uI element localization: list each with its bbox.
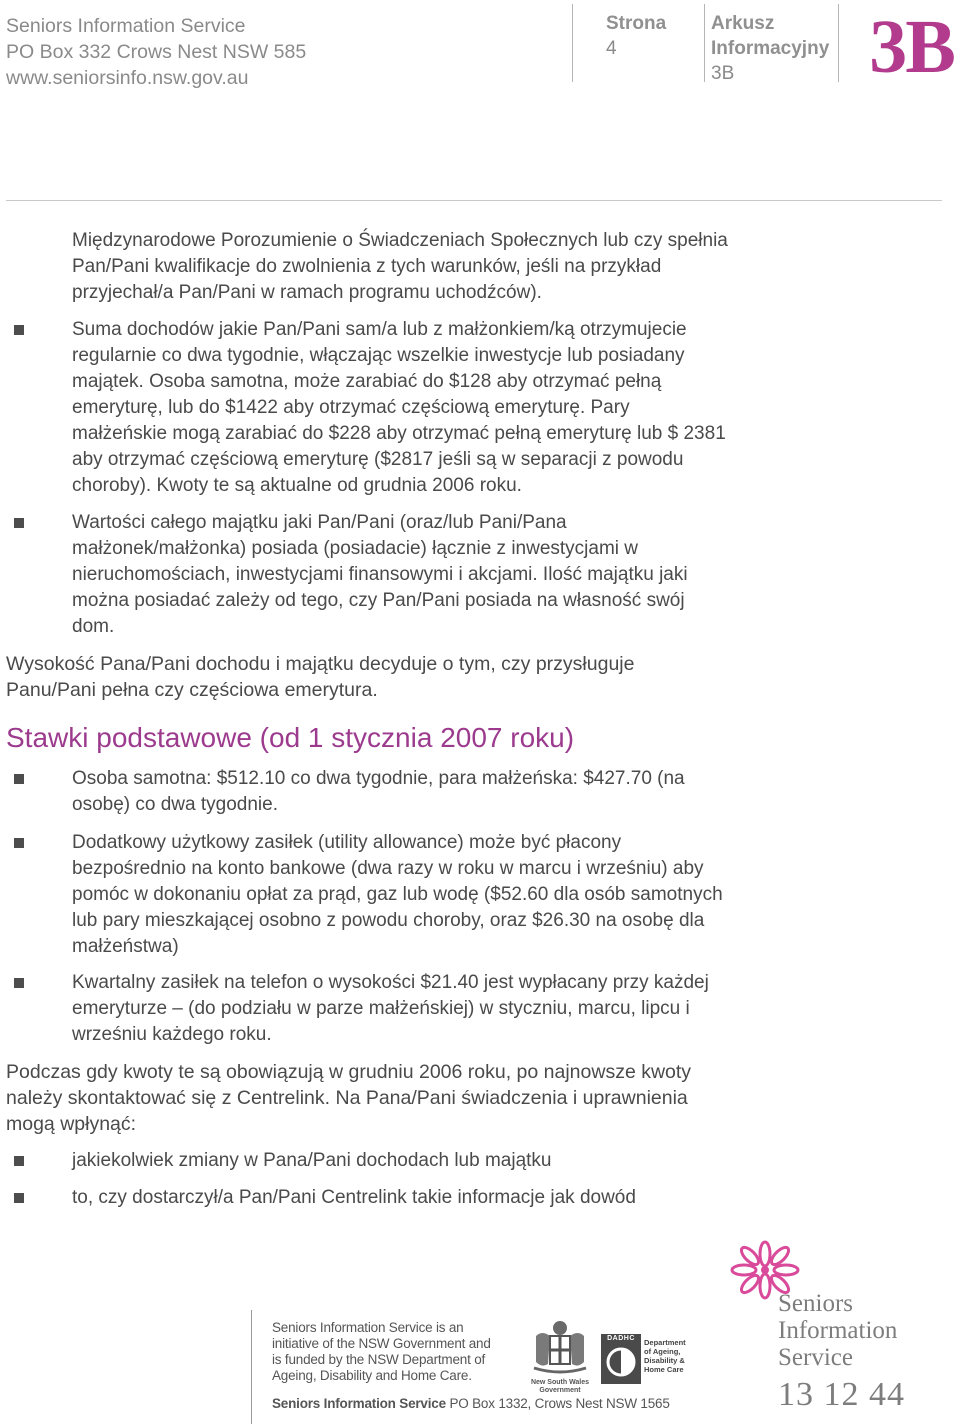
dadhc-name: [644, 1338, 686, 1374]
bullet-marker: [14, 774, 24, 784]
org-address: PO Box 332 Crows Nest NSW 585: [6, 41, 307, 63]
text-line: Ageing, Disability and Home Care.: [272, 1368, 472, 1383]
nsw-government-logo: [528, 1318, 592, 1392]
text-line: Kwartalny zasiłek na telefon o wysokości $21.40 jest wypłacany przy każdej: [72, 972, 709, 993]
org-website: www.seniorsinfo.nsw.gov.au: [6, 67, 249, 89]
text-line: bezpośrednio na konto bankowe (dwa razy w roku w marcu i wrześniu) aby: [72, 858, 704, 879]
bullet-marker: [14, 1193, 24, 1203]
text-line: jakiekolwiek zmiany w Pana/Pani dochodach lub majątku: [72, 1150, 552, 1171]
logo-line: Information: [778, 1317, 898, 1344]
text-line: Seniors Information Service is an: [272, 1320, 464, 1335]
org-name: Seniors Information Service: [6, 15, 246, 37]
text-line: of Ageing,: [644, 1347, 681, 1356]
text-line: wrześniu każdego roku.: [72, 1024, 272, 1045]
text-line: Department: [644, 1338, 686, 1347]
header-organization: [6, 13, 306, 91]
sheet-code: 3B: [711, 63, 735, 84]
text-line: to, czy dostarczył/a Pan/Pani Centrelink takie informacje jak dowód: [72, 1187, 636, 1208]
footer-address: [272, 1396, 712, 1412]
logo-line: Service: [778, 1344, 853, 1371]
bullet-marker: [14, 518, 24, 528]
text-line: małżonek/małżonka) posiada (posiadacie) łącznie z inwestycjami w: [72, 538, 639, 559]
list-item-assets: [72, 510, 942, 640]
text-line: dom.: [72, 616, 115, 637]
footer-address-detail: PO Box 1332, Crows Nest NSW 1565: [445, 1396, 670, 1411]
service-phone: 13 12 44: [778, 1376, 905, 1413]
text-line: Podczas gdy kwoty te są obowiązują w grudniu 2006 roku, po najnowsze kwoty: [6, 1061, 692, 1083]
header-divider: [838, 4, 839, 82]
header-rule: [6, 200, 942, 201]
text-line: regularnie co dwa tygodnie, włączając wszelkie inwestycje lub posiadany: [72, 345, 685, 366]
footer-address-org: Seniors Information Service: [272, 1396, 446, 1411]
footer-initiative: [272, 1320, 522, 1384]
text-line: Międzynarodowe Porozumienie o Świadczeniach Społecznych lub czy spełnia: [72, 230, 728, 251]
text-line: Pan/Pani kwalifikacje do zwolnienia z tych warunków, jeśli na przykład: [72, 256, 662, 277]
sheet-label-2: Informacyjny: [711, 38, 830, 59]
text-line: is funded by the NSW Department of: [272, 1352, 486, 1367]
text-line: Panu/Pani pełna czy częściowa emerytura.: [6, 679, 378, 701]
bullet-marker: [14, 1156, 24, 1166]
dadhc-circle-icon: [601, 1344, 641, 1380]
bullet-marker: [14, 978, 24, 988]
text-line: pomóc w dokonaniu opłat za prąd, gaz lub wodę ($52.60 dla osób samotnych: [72, 884, 723, 905]
text-line: aby otrzymać częściową emeryturę ($2817 jeśli są w separacji z powodu: [72, 449, 684, 470]
logo-line: Seniors: [778, 1290, 853, 1317]
page-label: Strona: [606, 13, 667, 34]
text-line: Suma dochodów jakie Pan/Pani sam/a lub z małżonkiem/ką otrzymujecie: [72, 319, 687, 340]
text-line: New South Wales: [530, 1379, 590, 1386]
text-line: majątek. Osoba samotna, może zarabiać do $128 aby otrzymać pełną: [72, 371, 662, 392]
intro-continuation: [72, 228, 932, 306]
bullet-marker: [14, 838, 24, 848]
list-item-basic-rate: [72, 766, 942, 818]
page-number: 4: [606, 38, 617, 59]
summary-paragraph: [6, 651, 936, 703]
text-line: emeryturze – (do podziału w parze małżeńskiej) w styczniu, marcu, lipcu i: [72, 998, 690, 1019]
text-line: można posiadać zależy od tego, czy Pan/Pani posiada na własność swój: [72, 590, 685, 611]
sheet-label: Arkusz: [711, 13, 775, 34]
text-line: initiative of the NSW Government and: [272, 1336, 491, 1351]
text-line: emeryturę, lub do $1422 aby otrzymać częściową emeryturę. Pary: [72, 397, 630, 418]
text-line: Home Care: [644, 1365, 684, 1374]
text-line: Disability &: [644, 1356, 685, 1365]
text-line: osobę) co dwa tygodnie.: [72, 794, 278, 815]
dadhc-logo: [601, 1334, 641, 1384]
service-logo-text: [778, 1290, 897, 1371]
list-item-changes: [72, 1148, 942, 1174]
section-heading: Stawki podstawowe (od 1 stycznia 2007 roku): [6, 722, 575, 753]
text-line: małżeńskie mogą zarabiać do $228 aby otrzymać pełną emeryturę lub $ 2381: [72, 423, 726, 444]
nsw-caption: [528, 1379, 592, 1395]
sheet-indicator: [711, 11, 829, 86]
sheet-badge: 3B: [869, 5, 954, 89]
footer-divider: [251, 1310, 252, 1424]
bullet-marker: [14, 325, 24, 335]
text-line: mogą wpłynąć:: [6, 1113, 137, 1135]
text-line: Wysokość Pana/Pani dochodu i majątku decyduje o tym, czy przysługuje: [6, 653, 635, 675]
nsw-crest-icon: [528, 1318, 592, 1374]
page-indicator: [606, 11, 666, 61]
text-line: Osoba samotna: $512.10 co dwa tygodnie, para małżeńska: $427.70 (na: [72, 768, 685, 789]
text-line: Wartości całego majątku jaki Pan/Pani (oraz/lub Pani/Pana: [72, 512, 567, 533]
text-line: należy skontaktować się z Centrelink. Na Pana/Pani świadczenia i uprawnienia: [6, 1087, 688, 1109]
closing-paragraph: [6, 1059, 936, 1137]
text-line: Dodatkowy użytkowy zasiłek (utility allowance) może być płacony: [72, 832, 622, 853]
text-line: nieruchomościach, inwestycjami finansowymi i akcjami. Ilość majątku jaki: [72, 564, 688, 585]
list-item-utility-allowance: [72, 830, 942, 960]
dadhc-abbrev: DADHC: [607, 1335, 635, 1342]
text-line: choroby). Kwoty te są aktualne od grudnia 2006 roku.: [72, 475, 522, 496]
header-divider: [704, 4, 705, 82]
list-item-telephone-allowance: [72, 970, 942, 1048]
header-divider: [572, 4, 573, 82]
text-line: małżeństwa): [72, 936, 179, 957]
text-line: Government: [539, 1387, 581, 1394]
text-line: lub pary mieszkającej osobno z powodu choroby, oraz $26.30 na osobę dla: [72, 910, 705, 931]
list-item-income: [72, 317, 942, 499]
list-item-documents: [72, 1185, 942, 1211]
text-line: przyjechał/a Pan/Pani w ramach programu uchodźców).: [72, 282, 542, 303]
